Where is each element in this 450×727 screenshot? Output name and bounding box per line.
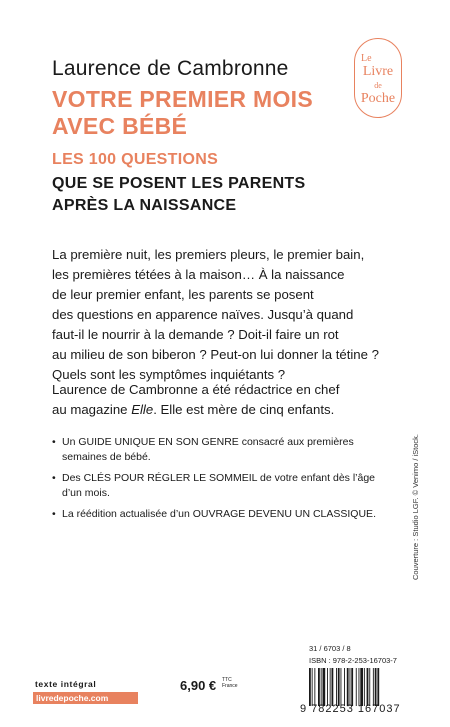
subtitle [52,173,305,217]
feature-text: . [373,508,376,520]
barcode-bar [369,668,370,706]
blurb-line: La première nuit, les premiers pleurs, le premier bain, [52,247,365,262]
feature-highlight: OUVRAGE DEVENU UN CLASSIQUE [192,508,374,520]
livre-de-poche-logo [354,38,402,118]
barcode-bar [338,668,340,706]
bio-line [52,400,404,420]
barcode [309,668,409,706]
feature-item [52,507,382,522]
barcode-bar [318,668,320,706]
magazine-name: Elle [131,402,154,417]
bullet-icon: • [52,508,56,520]
logo-text-livre: Livre [362,64,394,79]
author-bio [52,380,404,420]
texte-integral-label: texte intégral [35,679,97,689]
blurb-line: des questions en apparence naïves. Jusqu’à quand [52,307,354,322]
barcode-bar [350,668,351,706]
title-line: VOTRE PREMIER MOIS [52,86,313,112]
barcode-bar [360,668,363,706]
barcode-bar [323,668,326,706]
feature-text: consacré aux premières semaines de bébé. [62,436,354,463]
feature-text: de votre enfant dès l’âge d’un mois. [62,472,376,499]
barcode-bar [364,668,365,706]
blurb-line: faut-il le nourrir à la demande ? Doit-il faire un rot [52,327,339,342]
barcode-bar [375,668,377,706]
barcode-bar [336,668,337,706]
barcode-bar [330,668,331,706]
logo-text-de: de [374,81,382,90]
barcode-bar [351,668,353,706]
bio-text: . Elle est mère de cinq enfants. [153,402,335,417]
subtitle-line: APRÈS LA NAISSANCE [52,197,237,214]
book-title [52,86,313,140]
barcode-bar [312,668,313,706]
back-cover-blurb [52,245,404,385]
feature-item [52,435,382,465]
feature-highlight: GUIDE UNIQUE EN SON GENRE [78,436,239,448]
blurb-line: Quels sont les symptômes inquiétants ? [52,367,286,382]
title-line: AVEC BÉBÉ [52,113,188,139]
bio-line: Laurence de Cambronne a été rédactrice en chef [52,382,340,397]
barcode-bar [332,668,334,706]
barcode-bar [356,668,357,706]
barcode-number: 9 782253 167037 [300,703,401,715]
barcode-bar [347,668,349,706]
price: 6,90 € [180,678,217,693]
price-country: France [222,683,238,689]
feature-text: La réédition actualisée d’un [62,508,193,520]
blurb-line: de leur premier enfant, les parents se posent [52,287,314,302]
feature-item [52,471,382,501]
cover-credit: Couverture : Studio LGF. © Venimo / iStock. [411,433,420,580]
subtitle-highlight: LES 100 QUESTIONS [52,151,219,168]
barcode-bar [321,668,322,706]
feature-highlight: CLÉS POUR RÉGLER LE SOMMEIL [83,472,258,484]
blurb-line: au milieu de son biberon ? Peut-on lui donner la tétine ? [52,347,379,362]
logo-text-poche: Poche [360,91,396,106]
feature-list [52,435,382,528]
barcode-bar [377,668,379,706]
bullet-icon: • [52,436,56,448]
barcode-bar [314,668,315,706]
bullet-icon: • [52,472,56,484]
barcode-bar [327,668,328,706]
barcode-bar [309,668,311,706]
barcode-bar [344,668,345,706]
catalog-reference: 31 / 6703 / 8 [309,644,351,653]
barcode-bar [373,668,374,706]
barcode-bar [367,668,369,706]
price-ttc: TTC [222,677,232,683]
feature-text: Des [62,472,84,484]
isbn: ISBN : 978-2-253-16703-7 [309,656,397,665]
author-name: Laurence de Cambronne [52,57,289,80]
bio-text: au magazine [52,402,132,417]
barcode-bar [341,668,342,706]
blurb-line: les premières tétées à la maison… À la naissance [52,267,345,282]
feature-text: Un [62,436,79,448]
logo-text-le: Le [361,53,372,64]
price-note [222,677,238,689]
barcode-bar [359,668,360,706]
website-link[interactable]: livredepoche.com [33,692,138,704]
subtitle-line: QUE SE POSENT LES PARENTS [52,175,306,192]
